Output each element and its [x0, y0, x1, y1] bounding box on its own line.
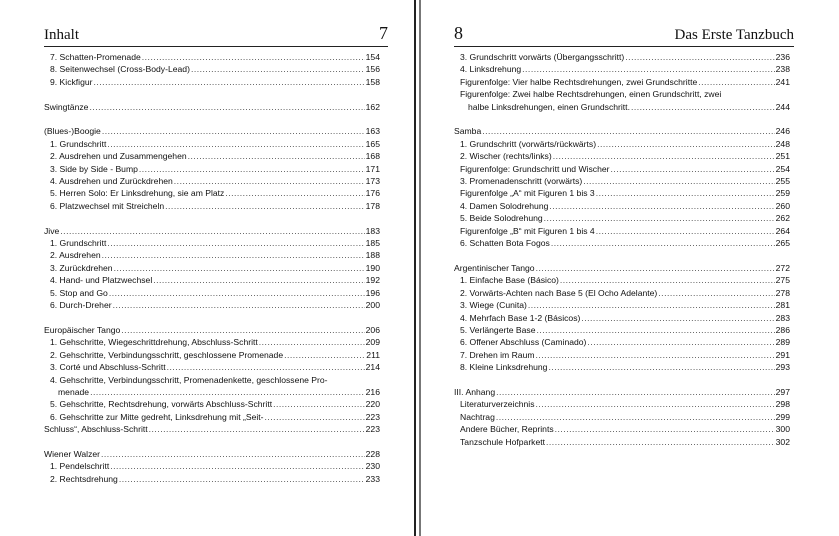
toc-entry-title: 8. Kleine Linksdrehung [460, 362, 548, 373]
toc-leader-dots [496, 386, 775, 398]
toc-entry-title: 5. Beide Solodrehung [460, 213, 543, 224]
toc-entry-title: 2. Rechtsdrehung [50, 473, 118, 484]
toc-entry-page: 281 [775, 300, 790, 311]
toc-section-gap [44, 88, 380, 100]
toc-leader-dots [549, 200, 774, 212]
toc-entry-title: Europäischer Tango [44, 324, 121, 335]
toc-leader-dots [94, 76, 365, 88]
toc-entry-page: 299 [775, 411, 790, 422]
toc-leader-dots [114, 262, 365, 274]
toc-entry-title: 3. Grundschritt vorwärts (Übergangsschritt) [460, 52, 625, 62]
left-toc-list [44, 51, 380, 485]
toc-leader-dots [174, 175, 365, 187]
toc-entry[interactable] [454, 287, 790, 299]
toc-entry-title: Swingtänze [44, 101, 89, 112]
toc-entry-page: 262 [775, 213, 790, 224]
toc-entry[interactable] [44, 274, 380, 286]
toc-leader-dots [188, 150, 365, 162]
toc-entry-page: 300 [775, 424, 790, 435]
toc-entry-title: Literaturverzeichnis [460, 399, 535, 410]
toc-leader-dots [60, 225, 364, 237]
toc-entry-title: 1. Gehschritte, Wiegeschrittdrehung, Abschluss-Schritt [50, 337, 258, 348]
toc-entry-title: 3. Side by Side - Bump [50, 163, 138, 174]
toc-leader-dots [119, 473, 365, 485]
toc-leader-dots [522, 63, 775, 75]
toc-entry-title: 5. Stop and Go [50, 287, 108, 298]
toc-entry-page: 302 [775, 436, 790, 447]
toc-entry-title: (Blues-)Boogie [44, 126, 101, 137]
toc-entry-page: 206 [365, 324, 380, 335]
toc-entry-page: 289 [775, 337, 790, 348]
toc-entry-title: 1. Grundschritt (vorwärts/rückwärts) [460, 138, 597, 149]
toc-entry[interactable] [44, 187, 380, 199]
toc-entry-page: 214 [365, 362, 380, 373]
toc-entry-title: 7. Schatten-Promenade [50, 52, 141, 62]
toc-entry-title: 9. Kickfigur [50, 76, 93, 87]
toc-entry-title: 4. Hand- und Platzwechsel [50, 275, 153, 286]
toc-leader-dots [625, 51, 774, 63]
toc-entry-title: Argentinischer Tango [454, 262, 535, 273]
toc-leader-dots [555, 423, 775, 435]
toc-entry-page: 209 [365, 337, 380, 348]
toc-entry-page: 216 [365, 386, 380, 397]
toc-entry-title: Wiener Walzer [44, 448, 101, 459]
toc-leader-dots [496, 411, 775, 423]
toc-entry[interactable] [454, 51, 790, 63]
toc-entry[interactable] [454, 423, 790, 435]
toc-section-gap [44, 311, 380, 323]
toc-entry-page: 171 [365, 163, 380, 174]
toc-entry[interactable] [454, 312, 790, 324]
toc-entry[interactable] [44, 63, 380, 75]
toc-entry-page: 241 [775, 76, 790, 87]
toc-entry-title: 5. Herren Solo: Er Linksdrehung, sie am Platz [50, 188, 225, 199]
toc-entry-page: 154 [365, 52, 380, 62]
toc-entry[interactable] [454, 63, 790, 75]
toc-leader-dots [596, 187, 775, 199]
toc-entry[interactable] [454, 436, 790, 448]
toc-entry-page: 192 [365, 275, 380, 286]
toc-entry-title: Tanzschule Hofparkett [460, 436, 546, 447]
right-page [424, 0, 839, 536]
toc-entry-page: 275 [775, 275, 790, 286]
toc-entry-page: 278 [775, 287, 790, 298]
toc-entry[interactable] [454, 349, 790, 361]
toc-entry-title: 5. Verlängerte Base [460, 324, 536, 335]
toc-leader-dots [597, 138, 775, 150]
toc-section-gap [44, 212, 380, 224]
toc-leader-dots [153, 274, 364, 286]
toc-entry-title: menade [58, 386, 90, 397]
toc-entry-title: 4. Damen Solodrehung [460, 200, 549, 211]
toc-entry-title: Nachtrag [460, 411, 495, 422]
toc-entry-page: 251 [775, 151, 790, 162]
toc-entry[interactable] [454, 101, 790, 113]
toc-entry-title: 1. Grundschritt [50, 238, 107, 249]
toc-entry-title: 2. Vorwärts-Achten nach Base 5 (El Ocho Adelante) [460, 287, 658, 298]
toc-leader-dots [273, 398, 365, 410]
toc-entry-page: 156 [365, 64, 380, 75]
toc-entry-page: 162 [365, 101, 380, 112]
toc-leader-dots [546, 436, 775, 448]
toc-entry-page: 220 [365, 399, 380, 410]
toc-entry[interactable] [44, 262, 380, 274]
toc-entry-page: 165 [365, 138, 380, 149]
toc-section-gap [44, 436, 380, 448]
left-page [0, 0, 412, 536]
toc-entry-title: 3. Promenadenschritt (vorwärts) [460, 176, 583, 187]
toc-leader-dots [658, 287, 774, 299]
right-header-title: Das Erste Tanzbuch [674, 27, 794, 43]
toc-entry[interactable] [44, 324, 380, 336]
toc-leader-dots [102, 125, 365, 137]
toc-entry-title: 2. Wischer (rechts/links) [460, 151, 552, 162]
toc-entry-title: 2. Ausdrehen und Zusammengehen [50, 151, 187, 162]
toc-entry-page: 196 [365, 287, 380, 298]
toc-entry[interactable] [44, 423, 380, 435]
toc-entry[interactable] [454, 411, 790, 423]
toc-entry[interactable] [44, 460, 380, 472]
toc-leader-dots [698, 76, 774, 88]
toc-entry-title: 4. Linksdrehung [460, 64, 522, 75]
toc-entry[interactable] [454, 274, 790, 286]
toc-entry[interactable] [454, 225, 790, 237]
toc-entry-page: 283 [775, 312, 790, 323]
right-toc-list [454, 51, 790, 448]
toc-entry[interactable] [44, 349, 380, 361]
toc-leader-dots [107, 237, 364, 249]
toc-leader-dots [596, 225, 775, 237]
left-page-number: 7 [379, 23, 388, 43]
toc-entry[interactable] [44, 163, 380, 175]
toc-entry[interactable] [44, 448, 380, 460]
toc-entry-title: 2. Gehschritte, Verbindungsschritt, geschlossene Promenade [50, 349, 284, 360]
toc-leader-dots [536, 398, 775, 410]
toc-entry[interactable] [454, 237, 790, 249]
toc-entry-title: 3. Corté und Abschluss-Schritt [50, 362, 166, 373]
toc-leader-dots [581, 312, 774, 324]
toc-entry-title: 3. Zurückdrehen [50, 262, 113, 273]
toc-entry[interactable] [44, 287, 380, 299]
toc-leader-dots [544, 212, 775, 224]
toc-leader-dots [107, 138, 364, 150]
toc-entry[interactable] [44, 125, 380, 137]
toc-leader-dots [553, 150, 775, 162]
toc-entry-title: 1. Grundschritt [50, 138, 107, 149]
toc-entry[interactable] [44, 51, 380, 63]
toc-leader-dots [631, 101, 775, 113]
toc-entry-page: 163 [365, 126, 380, 137]
toc-entry[interactable] [44, 398, 380, 410]
toc-entry-title: 1. Pendelschritt [50, 461, 110, 472]
toc-entry-page: 223 [365, 411, 380, 422]
toc-entry-page: 291 [775, 349, 790, 360]
toc-entry-title: 4. Mehrfach Base 1-2 (Básicos) [460, 312, 581, 323]
toc-entry-page: 255 [775, 176, 790, 187]
toc-entry[interactable] [44, 361, 380, 373]
toc-leader-dots [121, 324, 364, 336]
toc-entry-title: Figurenfolge: Grundschritt und Wischer [460, 163, 610, 174]
toc-entry-page: 233 [365, 473, 380, 484]
toc-leader-dots [142, 51, 365, 63]
toc-entry-page: 190 [365, 262, 380, 273]
toc-leader-dots [548, 361, 774, 373]
toc-entry[interactable] [454, 262, 790, 274]
toc-entry-page: 254 [775, 163, 790, 174]
toc-leader-dots [536, 349, 775, 361]
toc-leader-dots [537, 324, 775, 336]
gutter-line [419, 0, 421, 536]
toc-entry-title: Jive [44, 225, 60, 236]
toc-leader-dots [89, 101, 364, 113]
toc-entry[interactable] [454, 200, 790, 212]
toc-entry-page: 244 [775, 101, 790, 112]
toc-entry-title: Figurenfolge: Zwei halbe Rechtsdrehungen, einen Grundschritt, zwei [460, 89, 722, 100]
toc-leader-dots [109, 287, 365, 299]
toc-entry-page: 246 [775, 126, 790, 137]
toc-leader-dots [165, 200, 365, 212]
toc-entry[interactable] [44, 200, 380, 212]
toc-entry[interactable] [454, 163, 790, 175]
toc-entry[interactable] [454, 324, 790, 336]
toc-entry-title: 1. Einfache Base (Básico) [460, 275, 559, 286]
toc-leader-dots [551, 237, 775, 249]
toc-entry-page: 236 [775, 52, 790, 62]
toc-entry[interactable] [44, 299, 380, 311]
toc-section-gap [454, 113, 790, 125]
toc-leader-dots [225, 187, 364, 199]
toc-section-gap [454, 249, 790, 261]
toc-entry[interactable] [454, 150, 790, 162]
toc-entry[interactable] [454, 361, 790, 373]
toc-leader-dots [265, 411, 365, 423]
toc-entry-page: 230 [365, 461, 380, 472]
toc-entry-title: halbe Linksdrehungen, einen Grundschritt. [468, 101, 630, 112]
toc-leader-dots [583, 175, 774, 187]
toc-entry-page: 259 [775, 188, 790, 199]
toc-leader-dots [110, 460, 364, 472]
toc-entry-page: 223 [365, 424, 380, 435]
toc-entry-title: 4. Ausdrehen und Zurückdrehen [50, 176, 173, 187]
toc-leader-dots [139, 163, 365, 175]
toc-leader-dots [149, 423, 365, 435]
toc-entry-page: 176 [365, 188, 380, 199]
toc-entry[interactable] [454, 138, 790, 150]
toc-entry-title: 3. Wiege (Cunita) [460, 300, 527, 311]
toc-entry-page: 158 [365, 76, 380, 87]
toc-leader-dots [101, 448, 365, 460]
toc-entry-page: 211 [366, 349, 380, 360]
toc-leader-dots [587, 336, 774, 348]
toc-leader-dots [284, 349, 365, 361]
toc-leader-dots [611, 163, 775, 175]
toc-entry[interactable] [44, 138, 380, 150]
toc-entry[interactable] [44, 249, 380, 261]
toc-entry-title: Figurenfolge „B“ mit Figuren 1 bis 4 [460, 225, 595, 236]
toc-entry[interactable] [454, 299, 790, 311]
toc-entry-page: 168 [365, 151, 380, 162]
toc-entry-page: 248 [775, 138, 790, 149]
toc-entry-page: 200 [365, 300, 380, 311]
toc-leader-dots [113, 299, 365, 311]
toc-entry-page: 298 [775, 399, 790, 410]
toc-section-gap [44, 113, 380, 125]
toc-leader-dots [191, 63, 365, 75]
toc-entry[interactable] [454, 175, 790, 187]
toc-entry-title: Figurenfolge „A“ mit Figuren 1 bis 3 [460, 188, 595, 199]
toc-leader-dots [560, 274, 775, 286]
toc-entry-page: 265 [775, 238, 790, 249]
toc-entry-page: 183 [365, 225, 380, 236]
toc-entry[interactable] [454, 76, 790, 88]
gutter-line [414, 0, 416, 536]
left-header-title: Inhalt [44, 27, 79, 43]
toc-entry-title: Figurenfolge: Vier halbe Rechtsdrehungen, zwei Grundschritte [460, 76, 698, 87]
toc-entry-title: 5. Gehschritte, Rechtsdrehung, vorwärts Abschluss-Schritt [50, 399, 273, 410]
toc-entry-page: 178 [365, 200, 380, 211]
toc-entry-title: 6. Durch-Dreher [50, 300, 112, 311]
toc-entry-title: 4. Gehschritte, Verbindungsschritt, Promenadenkette, geschlossene Pro- [50, 374, 328, 385]
toc-entry-page: 297 [775, 386, 790, 397]
toc-entry-title: 6. Schatten Bota Fogos [460, 238, 550, 249]
toc-entry[interactable] [44, 101, 380, 113]
toc-entry[interactable] [454, 336, 790, 348]
toc-entry-page: 293 [775, 362, 790, 373]
toc-section-gap [454, 374, 790, 386]
toc-entry-title: 6. Offener Abschluss (Caminado) [460, 337, 587, 348]
toc-entry-title: 2. Ausdrehen [50, 250, 101, 261]
toc-entry[interactable] [44, 150, 380, 162]
toc-entry-page: 188 [365, 250, 380, 261]
toc-leader-dots [259, 336, 365, 348]
toc-entry-title: Schluss“, Abschluss-Schritt [44, 424, 148, 435]
toc-entry-title: 7. Drehen im Raum [460, 349, 535, 360]
toc-entry-page: 264 [775, 225, 790, 236]
toc-entry-page: 228 [365, 448, 380, 459]
page-gutter [412, 0, 424, 536]
left-page-header [44, 24, 388, 47]
toc-entry-page: 286 [775, 324, 790, 335]
toc-entry[interactable] [44, 386, 380, 398]
right-page-header [454, 24, 794, 47]
toc-entry[interactable] [44, 473, 380, 485]
toc-entry[interactable] [454, 88, 790, 100]
toc-entry[interactable] [44, 225, 380, 237]
toc-entry-page: 260 [775, 200, 790, 211]
toc-entry-title: 8. Seitenwechsel (Cross-Body-Lead) [50, 64, 190, 75]
toc-entry-title: 6. Gehschritte zur Mitte gedreht, Linksdrehung mit „Seit- [50, 411, 264, 422]
toc-entry[interactable] [44, 336, 380, 348]
toc-leader-dots [536, 262, 775, 274]
toc-entry[interactable] [44, 237, 380, 249]
toc-entry-page: 238 [775, 64, 790, 75]
toc-entry-title: 6. Platzwechsel mit Streicheln [50, 200, 165, 211]
toc-entry-page: 272 [775, 262, 790, 273]
toc-entry[interactable] [44, 76, 380, 88]
right-page-number: 8 [454, 23, 463, 43]
toc-leader-dots [528, 299, 775, 311]
toc-leader-dots [90, 386, 365, 398]
toc-entry[interactable] [44, 411, 380, 423]
toc-entry[interactable] [454, 125, 790, 137]
toc-entry[interactable] [454, 187, 790, 199]
toc-entry-page: 173 [365, 176, 380, 187]
toc-leader-dots [482, 125, 774, 137]
toc-entry[interactable] [44, 374, 380, 386]
toc-leader-dots [102, 249, 365, 261]
toc-entry[interactable] [454, 212, 790, 224]
toc-entry[interactable] [44, 175, 380, 187]
toc-entry-title: Samba [454, 126, 482, 137]
toc-entry-title: III. Anhang [454, 386, 496, 397]
toc-entry-page: 185 [365, 238, 380, 249]
toc-entry[interactable] [454, 386, 790, 398]
toc-leader-dots [167, 361, 365, 373]
toc-entry[interactable] [454, 398, 790, 410]
toc-entry-title: Andere Bücher, Reprints [460, 424, 554, 435]
